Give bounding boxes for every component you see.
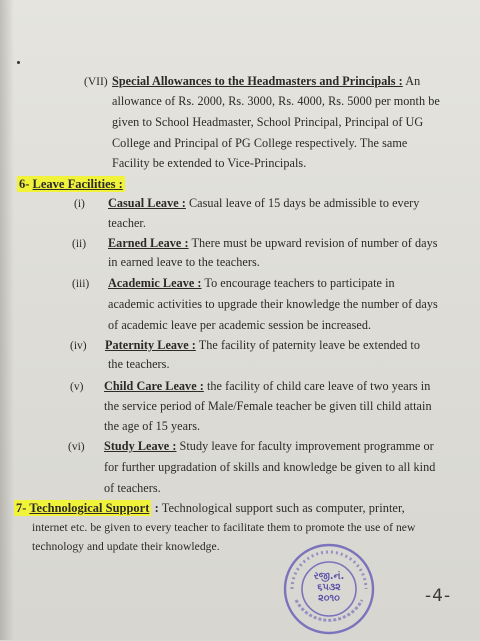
item-vi-title: Study Leave : (104, 439, 177, 453)
item-i-title: Casual Leave : (108, 196, 186, 210)
clause-vii-line-1 (112, 74, 420, 88)
section-7-highlight (14, 500, 151, 516)
item-iii-line-2: academic activities to upgrade their knowledge the number of days (108, 297, 438, 311)
item-i-number: (i) (74, 198, 85, 210)
seal-reg-number: ૬૫૩૨ (317, 582, 341, 593)
item-vi-number: (vi) (68, 441, 85, 453)
item-iv-line-1 (105, 338, 420, 352)
section-6-number: 6- (19, 177, 30, 191)
section-6-title: Leave Facilities : (32, 177, 123, 191)
item-i-line-2: teacher. (108, 216, 146, 230)
item-i-line-1 (108, 196, 419, 210)
official-seal (282, 542, 376, 636)
item-vi-line-2: for further upgradation of skills and knowledge be given to all kind (104, 460, 436, 474)
item-i-text-1: Casual leave of 15 days be admissible to every (189, 196, 420, 210)
bullet-dot (17, 61, 20, 64)
item-vi-line-1 (104, 439, 434, 453)
item-v-line-3: the age of 15 years. (104, 419, 201, 433)
item-vi-line-3: of teachers. (104, 481, 161, 495)
seal-reg-label: રજી.નં. (313, 571, 345, 582)
section-7-text-1: Technological support such as computer, printer, (161, 501, 405, 515)
item-iv-text-1: The facility of paternity leave be extended to (198, 338, 421, 352)
item-vi-text-1: Study leave for faculty improvement programme or (179, 439, 434, 453)
item-iv-line-2: the teachers. (108, 357, 170, 371)
clause-vii-text-start: An (405, 74, 421, 88)
seal-text (282, 571, 376, 604)
clause-vii-title: Special Allowances to the Headmasters and Principals : (112, 74, 403, 88)
section-6-highlight (17, 176, 125, 192)
clause-vii-number: (VII) (84, 76, 108, 88)
item-v-title: Child Care Leave : (104, 379, 204, 393)
page-number: -4- (425, 586, 452, 606)
clause-vii-line-3: given to School Headmaster, School Principal, Principal of UG (112, 115, 424, 129)
section-7-colon: : (151, 501, 159, 515)
item-iii-number: (iii) (72, 278, 90, 290)
item-iii-line-1 (108, 276, 395, 290)
item-iii-text-1: To encourage teachers to participate in (204, 276, 395, 290)
clause-vii-line-2: allowance of Rs. 2000, Rs. 3000, Rs. 4000, Rs. 5000 per month be (112, 94, 440, 108)
item-iv-number: (iv) (70, 340, 87, 352)
section-7-number: 7- (16, 501, 27, 515)
item-iii-line-3: of academic leave per academic session be increased. (108, 318, 372, 332)
item-ii-title: Earned Leave : (108, 236, 189, 250)
item-v-number: (v) (70, 381, 84, 393)
item-v-line-1 (104, 379, 430, 393)
item-ii-number: (ii) (72, 238, 87, 250)
item-v-line-2: the service period of Male/Female teacher be given till child attain (104, 399, 432, 413)
item-ii-text-1: There must be upward revision of number of days (191, 236, 438, 250)
item-v-text-1: the facility of child care leave of two years in (206, 379, 431, 393)
seal-year: ૨૦૧૦ (318, 593, 340, 604)
page-edge-shadow (0, 0, 14, 640)
item-ii-line-1 (108, 236, 438, 250)
item-iii-title: Academic Leave : (108, 276, 202, 290)
section-6-heading (17, 177, 125, 192)
item-ii-line-2: in earned leave to the teachers. (108, 255, 260, 269)
section-7-line-2: internet etc. be given to every teacher to facilitate them to promote the use of new (32, 521, 416, 534)
clause-vii-line-4: College and Principal of PG College respectively. The same (112, 136, 408, 150)
item-iv-title: Paternity Leave : (105, 338, 196, 352)
section-7-title: Technological Support (29, 501, 150, 515)
section-7-line-1 (14, 501, 405, 515)
clause-vii-line-5: Facility be extended to Vice-Principals. (112, 156, 307, 170)
section-7-line-3: technology and update their knowledge. (32, 540, 220, 553)
